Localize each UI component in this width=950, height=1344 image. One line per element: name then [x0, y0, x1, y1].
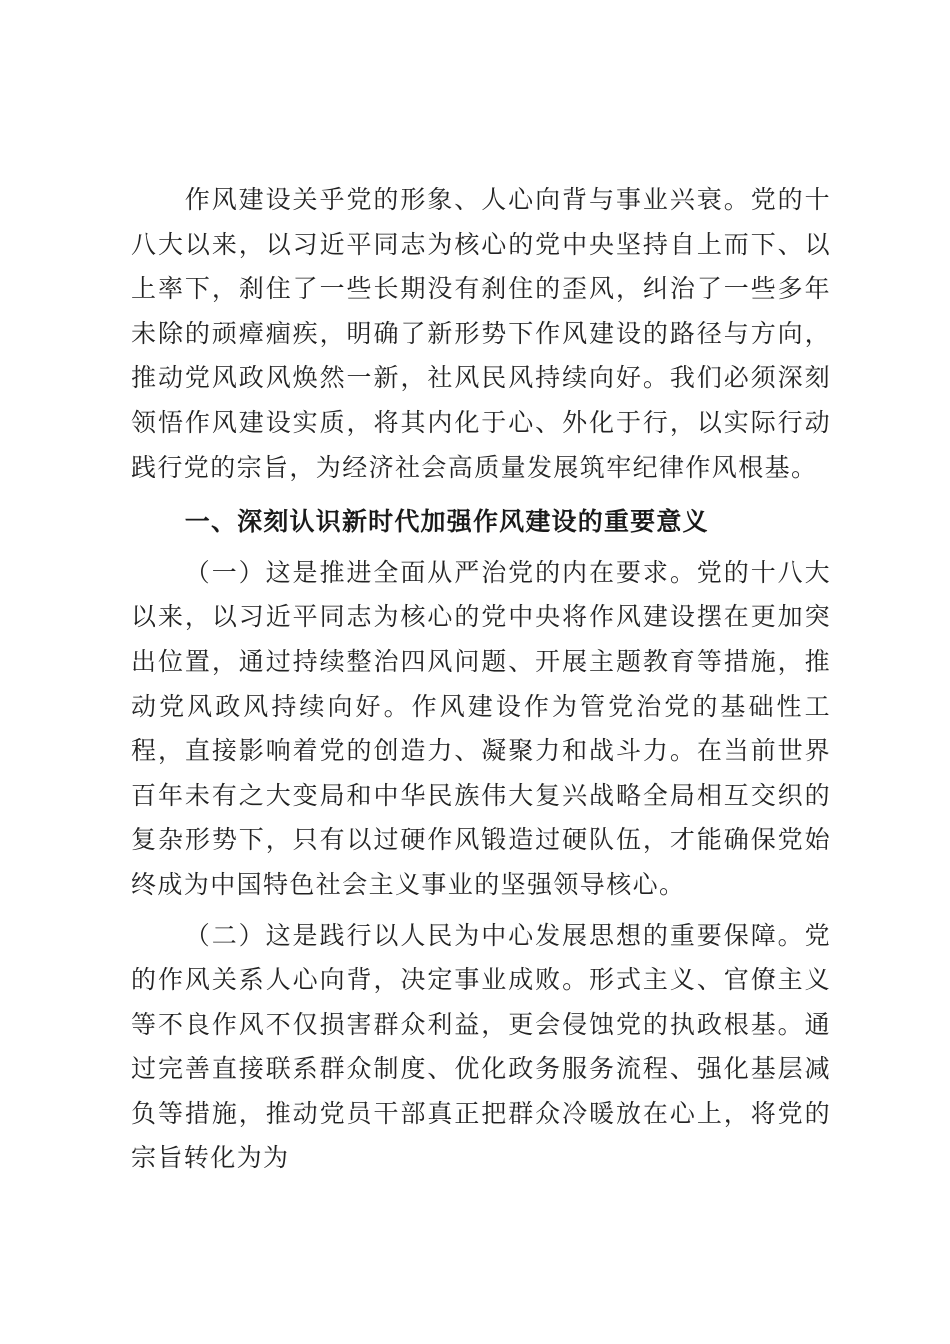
document-body: [131, 178, 831, 1181]
section-paragraph-1: （一）这是推进全面从严治党的内在要求。党的十八大以来，以习近平同志为核心的党中央将作风建设摆在更加突出位置，通过持续整治四风问题、开展主题教育等措施，推动党风政风持续向好。作风建设作为管党治党的基础性工程，直接影响着党的创造力、凝聚力和战斗力。在当前世界百年未有之大变局和中华民族伟大复兴战略全局相互交织的复杂形势下，只有以过硬作风锻造过硬队伍，才能确保党始终成为中国特色社会主义事业的坚强领导核心。: [131, 557, 831, 899]
section-heading: 一、深刻认识新时代加强作风建设的重要意义: [184, 507, 709, 537]
section-paragraph-2: （二）这是践行以人民为中心发展思想的重要保障。党的作风关系人心向背，决定事业成败。形式主义、官僚主义等不良作风不仅损害群众利益，更会侵蚀党的执政根基。通过完善直接联系群众制度、优化政务服务流程、强化基层减负等措施，推动党员干部真正把群众冷暖放在心上，将党的宗旨转化为为: [131, 920, 831, 1173]
intro-paragraph: 作风建设关乎党的形象、人心向背与事业兴衰。党的十八大以来，以习近平同志为核心的党中央坚持自上而下、以上率下，刹住了一些长期没有刹住的歪风，纠治了一些多年未除的顽瘴痼疾，明确了新形势下作风建设的路径与方向，推动党风政风焕然一新，社风民风持续向好。我们必须深刻领悟作风建设实质，将其内化于心、外化于行，以实际行动践行党的宗旨，为经济社会高质量发展筑牢纪律作风根基。: [131, 185, 831, 482]
